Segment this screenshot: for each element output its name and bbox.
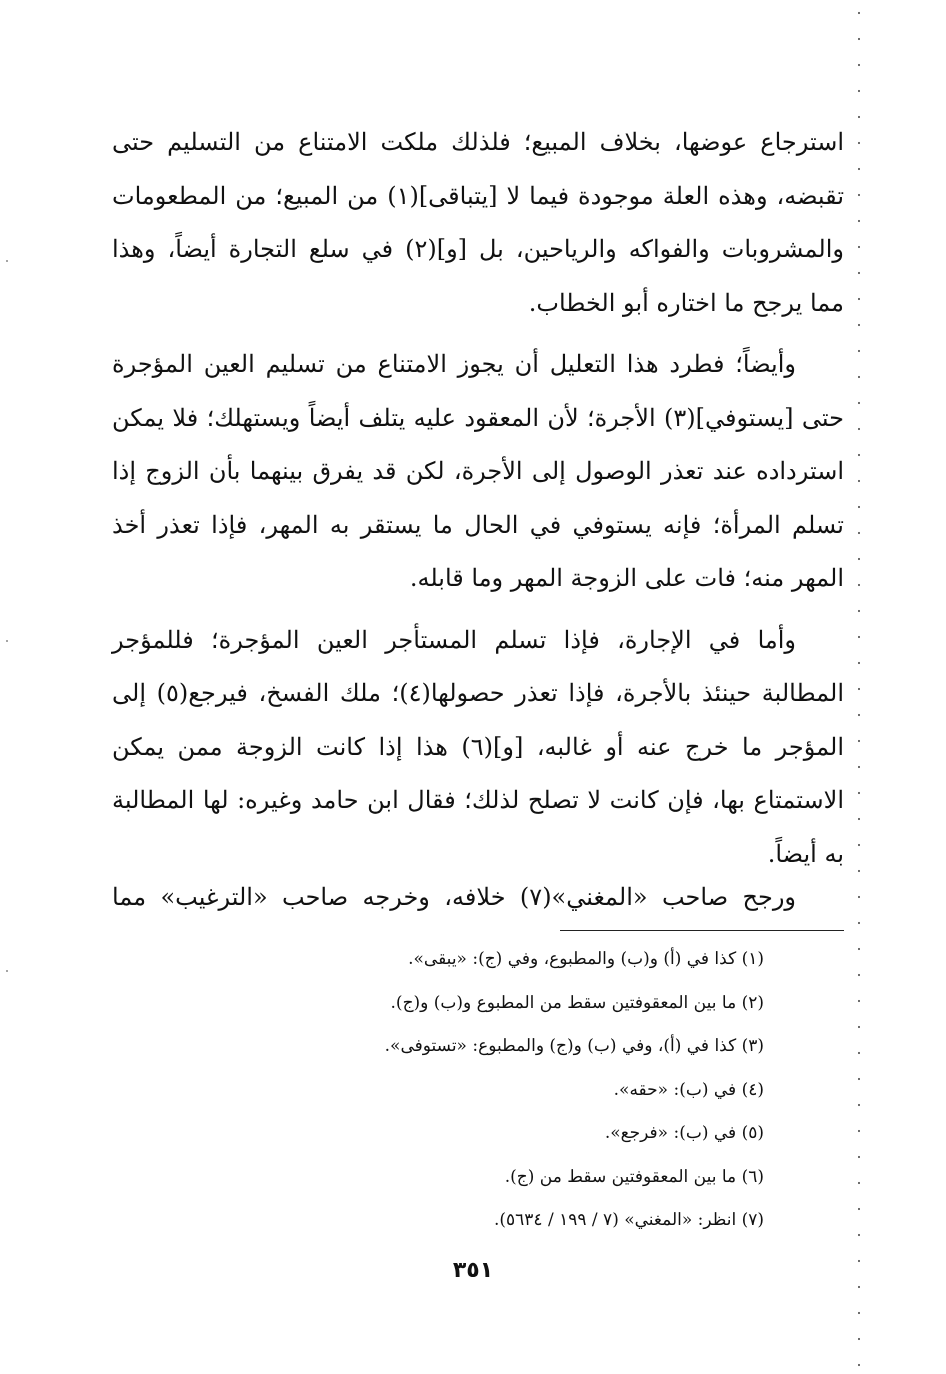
margin-dot	[6, 260, 8, 262]
footnote-separator	[560, 930, 844, 931]
margin-dotted-line	[858, 0, 860, 1374]
margin-dot	[6, 970, 8, 972]
margin-dot	[6, 640, 8, 642]
paragraph-2: وأيضاً؛ فطرد هذا التعليل أن يجوز الامتناع من تسليم العين المؤجرة حتى [يستوفي](٣) الأجرة؛ لأن المعقود عليه يتلف أيضاً ويستهلك؛ فلا يمكن استرداده عند تعذر الوصول إلى الأجرة، لكن قد يفرق بينهما بأن الزوج إذا تسلم المرأة؛ فإنه يستوفي في الحال ما يستقر به المهر، فإذا تعذر أخذ المهر منه؛ فات على الزوجة المهر وما قابله.	[112, 350, 844, 592]
footnote-2: (٢) ما بين المعقوفتين سقط من المطبوع و(ب) و(ج).	[390, 992, 764, 1013]
body-text	[112, 116, 844, 881]
footnote-7: (٧) انظر: «المغني» (٧ / ١٩٩ / ٥٦٣٤).	[493, 1210, 764, 1230]
footnotes	[160, 938, 844, 1243]
paragraph-3: وأما في الإجارة، فإذا تسلم المستأجر العين المؤجرة؛ فللمؤجر المطالبة حينئذ بالأجرة، فإذا تعذر حصولها(٤)؛ ملك الفسخ، فيرجع(٥) إلى المؤجر ما خرج عنه أو غالبه، [و](٦) هذا إذا كانت الزوجة ممن يمكن الاستمتاع بها، فإن كانت لا تصلح لذلك؛ فقال ابن حامد وغيره: لها المطالبة به أيضاً.	[112, 625, 844, 868]
footnote-3: (٣) كذا في (أ)، وفي (ب) و(ج) والمطبوع: «تستوفى».	[384, 1036, 764, 1056]
continuation-line: ورجح صاحب «المغني»(٧) خلافه، وخرجه صاحب «الترغيب» مما	[112, 883, 796, 911]
footnote-6: (٦) ما بين المعقوفتين سقط من (ج).	[504, 1166, 764, 1187]
footnote-4: (٤) في (ب): «حقه».	[613, 1079, 764, 1100]
page-number: ٣٥١	[452, 1258, 494, 1283]
paragraph-1: استرجاع عوضها، بخلاف المبيع؛ فلذلك ملكت الامتناع من التسليم حتى تقبضه، وهذه العلة موجودة فيما لا [يتباقى](١) من المبيع؛ من المطعومات والمشروبات والفواكه والرياحين، بل [و](٢) في سلع التجارة أيضاً، وهذا مما يرجح ما اختاره أبو الخطاب.	[112, 128, 845, 317]
footnote-5: (٥) في (ب): «فرجع».	[604, 1123, 764, 1143]
footnote-1: (١) كذا في (أ) و(ب) والمطبوع، وفي (ج): «يبقى».	[408, 949, 764, 969]
